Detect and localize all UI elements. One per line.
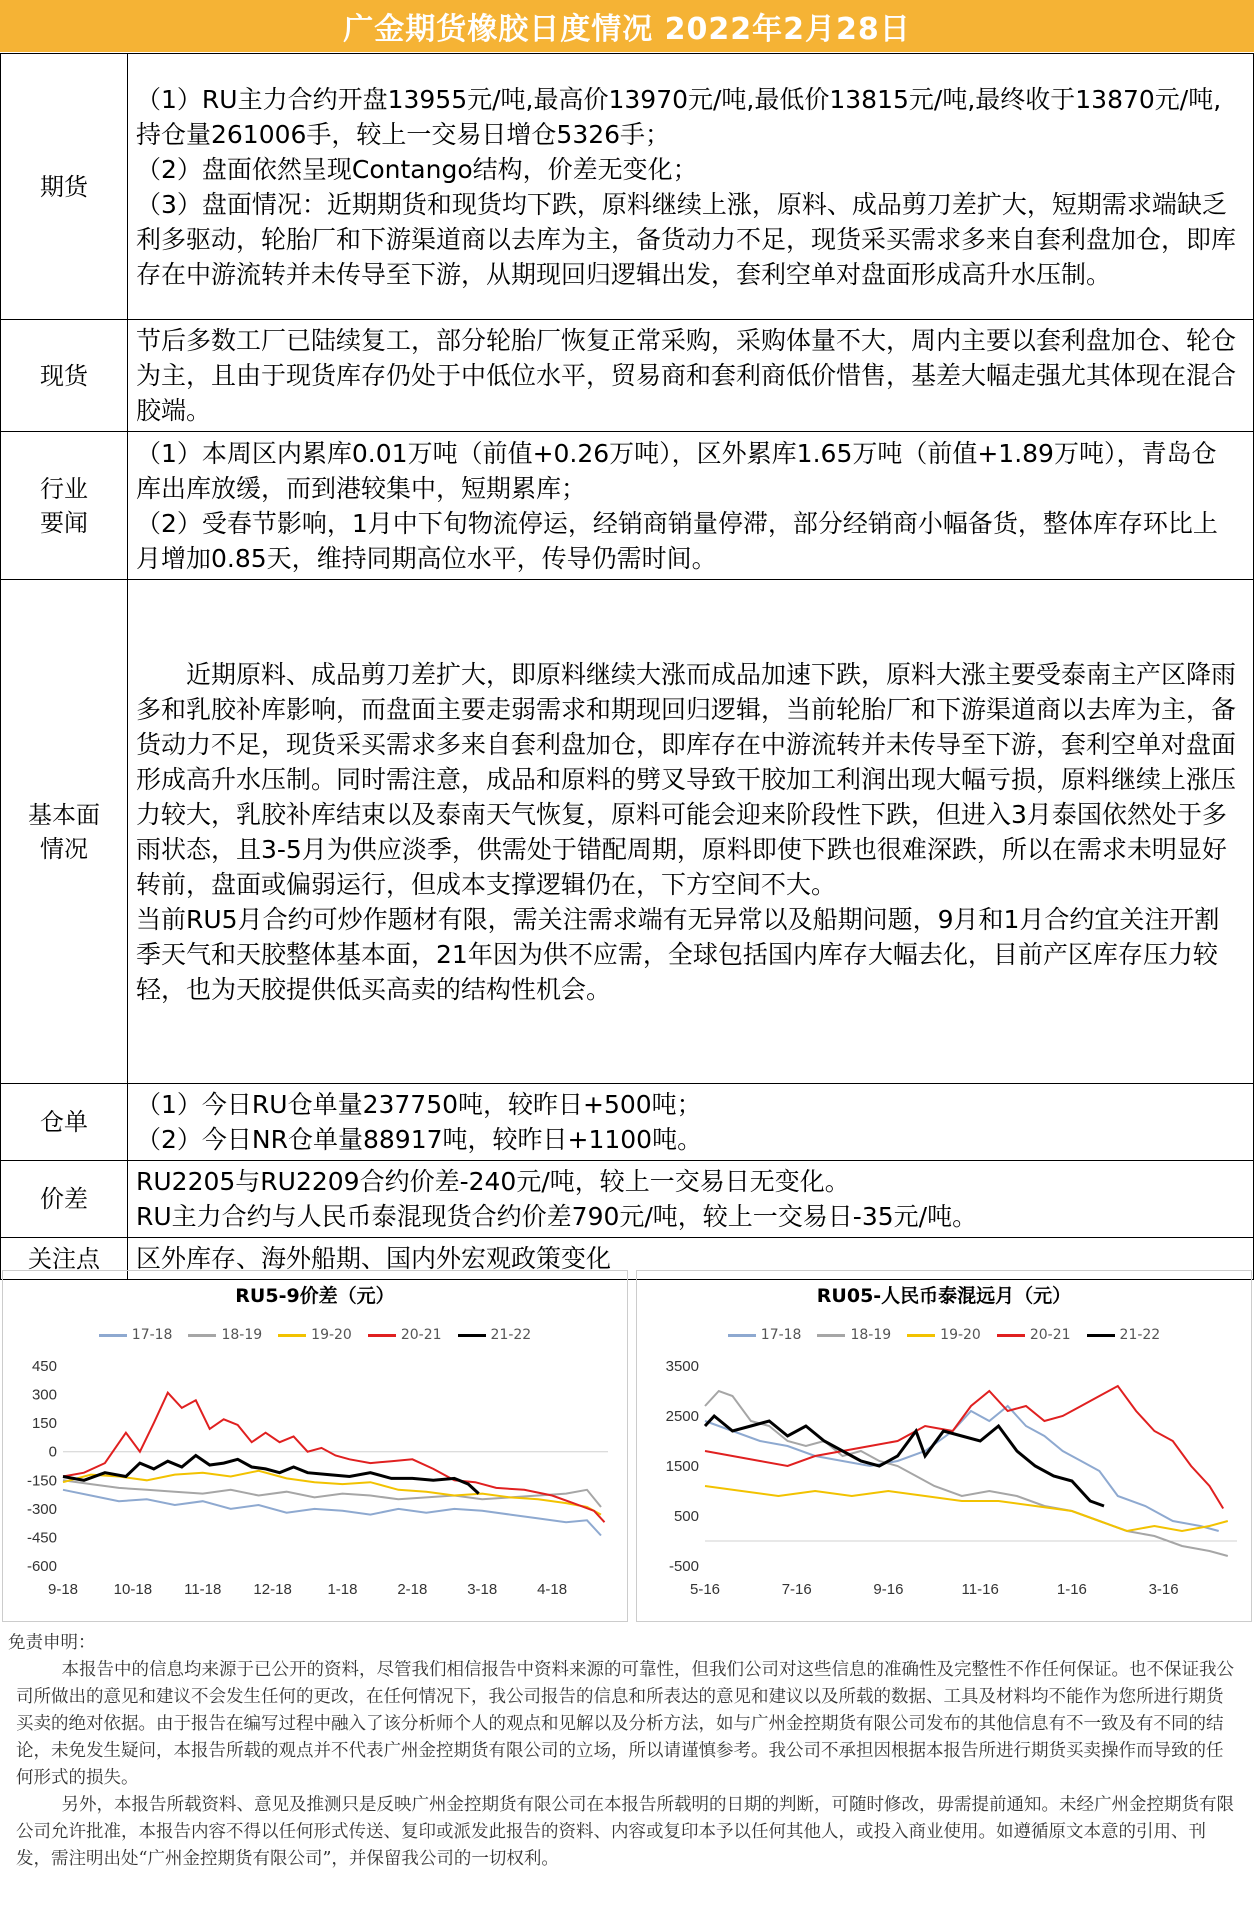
warehouse-label: 仓单: [1, 1084, 128, 1161]
warehouse-line-2: （2）今日NR仓单量88917吨，较昨日+1100吨。: [136, 1125, 703, 1154]
fundamentals-label-1: 基本面: [28, 800, 100, 829]
industry-content: [128, 432, 1254, 580]
legend-label: 18-19: [221, 1327, 263, 1343]
legend-label: 21-22: [1119, 1327, 1161, 1343]
chart-ru5-9: [2, 1270, 628, 1622]
spot-row: [1, 320, 1254, 432]
x-tick-label: 5-16: [689, 1581, 721, 1598]
x-tick-label: 11-18: [184, 1581, 222, 1598]
fundamentals-para-2: 当前RU5月合约可炒作题材有限，需关注需求端有无异常以及船期问题，9月和1月合约宜关注开割季天气和天胶整体基本面，21年因为供不应需，全球包括国内库存大幅去化，目前产区库存压力较轻，也为天胶提供低买高卖的结构性机会。: [136, 904, 1220, 1004]
fundamentals-para-1: 近期原料、成品剪刀差扩大，即原料继续大涨而成品加速下跌，原料大涨主要受泰南主产区降雨多和乳胶补库影响，而盘面主要走弱需求和期现回归逻辑，当前轮胎厂和下游渠道商以去库为主，备货动力不足，现货采买需求多来自套利盘加仓，即库存在中游流转并未传导至下游，套利空单对盘面形成高升水压制。同时需注意，成品和原料的劈叉导致干胶加工利润出现大幅亏损，原料继续上涨压力较大，乳胶补库结束以及泰南天气恢复，原料可能会迎来阶段性下跌，但进入3月泰国依然处于多雨状态，且3-5月为供应淡季，供需处于错配周期，原料即使下跌也很难深跌，所以在需求未明显好转前，盘面或偏弱运行，但成本支撑逻辑仍在，下方空间不大。: [136, 659, 1237, 899]
fundamentals-label-2: 情况: [40, 834, 88, 863]
legend-label: 17-18: [131, 1327, 173, 1343]
spread-content: [128, 1161, 1254, 1238]
spot-content: [128, 320, 1254, 432]
futures-content: [128, 54, 1254, 320]
x-tick-label: 3-18: [467, 1581, 498, 1598]
futures-line-3: （3）盘面情况：近期期货和现货均下跌，原料继续上涨，原料、成品剪刀差扩大，短期需求端缺乏利多驱动，轮胎厂和下游渠道商以去库为主，备货动力不足，现货采买需求多来自套利盘加仓，即库存在中游流转并未传导至下游，从期现回归逻辑出发，套利空单对盘面形成高升水压制。: [136, 189, 1237, 289]
y-tick-label: 300: [31, 1386, 57, 1404]
series-line-17-18: [705, 1406, 1219, 1531]
disclaimer-para-1: 本报告中的信息均来源于已公开的资料，尽管我们相信报告中资料来源的可靠性，但我们公司对这些信息的准确性及完整性不作任何保证。也不保证我公司所做出的意见和建议不会发生任何的更改，在任何情况下，我公司报告的信息和所表达的意见和建议以及所载的数据、工具及材料均不能作为您所进行期货买卖的绝对依据。由于报告在编写过程中融入了该分析师个人的观点和见解以及分析方法，如与广州金控期货有限公司发布的其他信息有不一致及有不同的结论，未免发生疑问，本报告所载的观点并不代表广州金控期货有限公司的立场，所以请谨慎参考。我公司不承担因根据本报告所进行期货买卖操作而导致的任何形式的损失。: [16, 1660, 1234, 1788]
disclaimer: [0, 1630, 1254, 1873]
y-tick-label: 0: [48, 1443, 57, 1461]
legend-label: 18-19: [850, 1327, 892, 1343]
futures-label: 期货: [1, 54, 128, 320]
legend-label: 20-21: [400, 1327, 442, 1343]
legend-label: 17-18: [760, 1327, 802, 1343]
series-line-19-20: [63, 1471, 601, 1515]
focus-label: 关注点: [1, 1238, 128, 1280]
warehouse-content: [128, 1084, 1254, 1161]
chart-ru05-thai: [636, 1270, 1252, 1622]
y-tick-label: 500: [673, 1508, 699, 1525]
x-tick-label: 9-18: [47, 1581, 79, 1598]
fundamentals-content: [128, 580, 1254, 1084]
spread-line-2: RU主力合约与人民币泰混现货合约价差790元/吨，较上一交易日-35元/吨。: [136, 1202, 978, 1231]
y-tick-label: 2500: [665, 1408, 699, 1425]
futures-line-1: （1）RU主力合约开盘13955元/吨,最高价13970元/吨,最低价13815元/吨,最终收于13870元/吨,持仓量261006手，较上一交易日增仓5326手；: [136, 84, 1222, 149]
x-tick-label: 3-16: [1148, 1581, 1179, 1598]
y-tick-label: 150: [31, 1415, 57, 1433]
chart-1-title: RU5-9价差（元）: [235, 1285, 395, 1307]
industry-line-2: （2）受春节影响，1月中下旬物流停运，经销商销量停滞，部分经销商小幅备货，整体库存环比上月增加0.85天，维持同期高位水平，传导仍需时间。: [136, 508, 1218, 573]
report-table: [0, 53, 1254, 1280]
y-tick-label: -600: [26, 1558, 57, 1575]
x-tick-label: 9-16: [873, 1581, 904, 1598]
focus-content: 区外库存、海外船期、国内外宏观政策变化: [128, 1238, 1254, 1280]
fundamentals-label: [1, 580, 128, 1084]
y-tick-label: -300: [26, 1500, 57, 1518]
industry-row: [1, 432, 1254, 580]
legend-label: 21-22: [490, 1327, 532, 1343]
y-tick-label: -150: [26, 1472, 57, 1490]
legend-label: 20-21: [1029, 1327, 1071, 1343]
spot-label: 现货: [1, 320, 128, 432]
x-tick-label: 4-18: [537, 1581, 568, 1598]
chart-2-plot: [637, 1271, 1251, 1621]
x-tick-label: 10-18: [113, 1581, 153, 1598]
industry-label: [1, 432, 128, 580]
futures-line-2: （2）盘面依然呈现Contango结构，价差无变化；: [136, 154, 698, 184]
spread-label: 价差: [1, 1161, 128, 1238]
y-tick-label: -500: [668, 1558, 699, 1575]
charts-area: [0, 1270, 1254, 1625]
x-tick-label: 1-16: [1056, 1581, 1087, 1598]
series-line-20-21: [705, 1386, 1223, 1509]
x-tick-label: 1-18: [327, 1581, 358, 1598]
y-tick-label: -450: [26, 1529, 57, 1547]
legend-label: 19-20: [311, 1327, 352, 1343]
fundamentals-row: [1, 580, 1254, 1084]
y-tick-label: 1500: [665, 1458, 699, 1475]
chart-2-title: RU05-人民币泰混远月（元）: [816, 1285, 1072, 1307]
warehouse-line-1: （1）今日RU仓单量237750吨，较昨日+500吨；: [136, 1090, 702, 1119]
disclaimer-heading: 免责申明：: [8, 1633, 96, 1653]
warehouse-row: [1, 1084, 1254, 1161]
y-tick-label: 3500: [665, 1358, 699, 1375]
x-tick-label: 7-16: [781, 1581, 812, 1598]
chart-1-plot: [3, 1271, 627, 1621]
industry-label-1: 行业: [40, 474, 88, 503]
x-tick-label: 11-16: [961, 1581, 999, 1598]
y-tick-label: 450: [31, 1358, 57, 1375]
legend-label: 19-20: [940, 1327, 981, 1343]
spread-line-1: RU2205与RU2209合约价差-240元/吨，较上一交易日无变化。: [136, 1167, 850, 1196]
x-tick-label: 2-18: [397, 1581, 428, 1598]
industry-line-1: （1）本周区内累库0.01万吨（前值+0.26万吨），区外累库1.65万吨（前值+1.89万吨），青岛仓库出库放缓，而到港较集中，短期累库；: [136, 438, 1217, 503]
x-tick-label: 12-18: [253, 1581, 292, 1598]
industry-label-2: 要闻: [40, 508, 88, 537]
disclaimer-para-2: 另外，本报告所载资料、意见及推测只是反映广州金控期货有限公司在本报告所载明的日期的判断，可随时修改，毋需提前通知。未经广州金控期货有限公司允许批准，本报告内容不得以任何形式传送、复印或派发此报告的资料、内容或复印本予以任何其他人，或投入商业使用。如遵循原文本意的引用、刊发，需注明出处“广州金控期货有限公司”，并保留我公司的一切权利。: [16, 1795, 1234, 1869]
spot-line-1: 节后多数工厂已陆续复工，部分轮胎厂恢复正常采购，采购体量不大，周内主要以套利盘加仓、轮仓为主，且由于现货库存仍处于中低位水平，贸易商和套利商低价惜售，基差大幅走强尤其体现在混合胶端。: [136, 326, 1237, 425]
spread-row: [1, 1161, 1254, 1238]
series-line-20-21: [63, 1393, 605, 1523]
futures-row: [1, 54, 1254, 320]
report-title: 广金期货橡胶日度情况 2022年2月28日: [0, 0, 1254, 52]
